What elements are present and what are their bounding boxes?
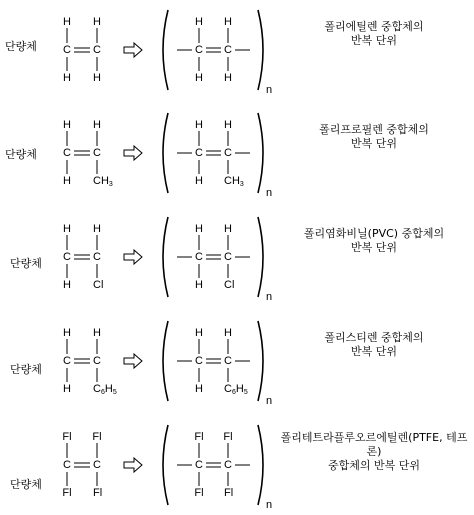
reaction-arrow-icon xyxy=(124,250,142,264)
monomer-label: 단량체 xyxy=(5,148,37,161)
polymer-carbon-right: C xyxy=(224,458,232,471)
monomer-bottom-right-atom-part-0: H xyxy=(93,71,101,84)
polymer-top-right-atom: H xyxy=(224,326,232,339)
polymer-bottom-right-atom-part-1: 3 xyxy=(239,180,244,188)
polymer-top-right-atom: H xyxy=(224,118,232,131)
left-parenthesis xyxy=(163,10,168,90)
left-parenthesis xyxy=(163,321,168,401)
monomer-top-left-atom: H xyxy=(63,15,71,28)
monomer-top-left-atom: H xyxy=(63,222,71,235)
monomer-row-1 xyxy=(0,0,474,100)
repeat-count-n: n xyxy=(266,290,273,303)
monomer-row-4 xyxy=(0,311,474,411)
polymer-bottom-right-atom-part-3: 5 xyxy=(243,388,248,396)
polymer-carbon-right: C xyxy=(224,354,232,367)
polymer-description xyxy=(276,331,472,359)
polymer-bottom-right-atom-part-0: Cl xyxy=(224,278,235,291)
reaction-arrow-icon xyxy=(124,354,142,368)
polymer-bottom-right-atom xyxy=(224,383,248,396)
polymer-carbon-left: C xyxy=(195,354,203,367)
monomer-row-2 xyxy=(0,103,474,203)
monomer-carbon-right: C xyxy=(93,43,101,56)
polymer-description xyxy=(276,123,472,151)
polymer-top-right-atom: H xyxy=(224,15,232,28)
polymer-bottom-right-atom xyxy=(224,175,244,188)
polymer-top-left-atom: H xyxy=(195,118,203,131)
polymer-carbon-left: C xyxy=(195,250,203,263)
monomer-carbon-right: C xyxy=(93,354,101,367)
polymer-description xyxy=(276,431,472,473)
monomer-top-left-atom: H xyxy=(63,118,71,131)
right-parenthesis xyxy=(258,113,263,193)
polymer-carbon-left: C xyxy=(195,43,203,56)
monomer-carbon-left: C xyxy=(63,43,71,56)
repeat-count-n: n xyxy=(266,498,273,511)
monomer-bottom-right-atom xyxy=(93,487,102,499)
monomer-bottom-left-atom: H xyxy=(63,71,71,84)
reaction-arrow-icon xyxy=(124,146,142,160)
monomer-bottom-right-atom-part-3: 5 xyxy=(112,388,117,396)
polymer-bottom-right-atom xyxy=(224,72,232,84)
monomer-carbon-left: C xyxy=(63,354,71,367)
monomer-carbon-left: C xyxy=(63,458,71,471)
polymer-bottom-right-atom-part-0: CH xyxy=(224,174,240,187)
structure-svg xyxy=(0,0,474,100)
monomer-label: 단량체 xyxy=(10,257,42,270)
monomer-carbon-left: C xyxy=(63,250,71,263)
polymer-top-left-atom: H xyxy=(195,15,203,28)
monomer-bottom-left-atom: Fl xyxy=(62,486,72,499)
monomer-top-right-atom: H xyxy=(93,15,101,28)
polymer-bottom-right-atom-part-0: H xyxy=(224,71,232,84)
monomer-label: 단량체 xyxy=(5,40,37,53)
monomer-bottom-right-atom-part-1: 6 xyxy=(100,388,105,396)
polymer-carbon-right: C xyxy=(224,43,232,56)
monomer-bottom-right-atom xyxy=(93,72,101,84)
monomer-top-right-atom: H xyxy=(93,222,101,235)
monomer-bottom-left-atom: H xyxy=(63,278,71,291)
polymer-top-left-atom: H xyxy=(195,326,203,339)
polymer-carbon-right: C xyxy=(224,250,232,263)
reaction-arrow-icon xyxy=(124,458,142,472)
polymer-bottom-right-atom xyxy=(224,279,234,291)
description-line-2: 중합체의 반복 단위 xyxy=(327,459,420,472)
structure-svg xyxy=(0,103,474,203)
monomer-top-right-atom: Fl xyxy=(92,430,102,443)
right-parenthesis xyxy=(258,217,263,297)
monomer-top-right-atom: H xyxy=(93,326,101,339)
repeat-count-n: n xyxy=(266,83,273,96)
monomer-bottom-right-atom xyxy=(93,175,113,188)
description-line-1: 폴리테트라플루오르에틸렌(PTFE, 테프론) xyxy=(280,431,468,458)
monomer-bottom-right-atom-part-0: C xyxy=(93,382,101,395)
polymer-bottom-left-atom: H xyxy=(195,382,203,395)
monomer-top-left-atom: H xyxy=(63,326,71,339)
monomer-carbon-right: C xyxy=(93,146,101,159)
description-line-1: 폴리에틸렌 중합체의 xyxy=(324,20,424,33)
polymer-bottom-right-atom-part-0: Fl xyxy=(224,486,234,499)
monomer-carbon-right: C xyxy=(93,458,101,471)
description-line-2: 반복 단위 xyxy=(350,137,397,150)
polymer-bottom-left-atom: Fl xyxy=(194,486,204,499)
monomer-row-5 xyxy=(0,415,474,515)
description-line-1: 폴리프로필렌 중합체의 xyxy=(319,123,429,136)
polymer-top-left-atom: H xyxy=(195,222,203,235)
monomer-label: 단량체 xyxy=(10,363,42,376)
left-parenthesis xyxy=(163,113,168,193)
description-line-1: 폴리스티렌 중합체의 xyxy=(324,331,424,344)
right-parenthesis xyxy=(258,425,263,505)
polymer-bottom-left-atom: H xyxy=(195,71,203,84)
reaction-arrow-icon xyxy=(124,43,142,57)
right-parenthesis xyxy=(258,10,263,90)
repeat-count-n: n xyxy=(266,394,273,407)
monomer-bottom-right-atom-part-1: 3 xyxy=(108,180,113,188)
polymer-carbon-right: C xyxy=(224,146,232,159)
monomer-bottom-right-atom-part-0: Fl xyxy=(93,486,103,499)
polymer-bottom-right-atom-part-0: C xyxy=(224,382,232,395)
monomer-bottom-left-atom: H xyxy=(63,382,71,395)
monomer-bottom-right-atom xyxy=(93,279,103,291)
description-line-2: 반복 단위 xyxy=(350,34,397,47)
left-parenthesis xyxy=(163,425,168,505)
monomer-carbon-left: C xyxy=(63,146,71,159)
monomer-bottom-right-atom-part-0: Cl xyxy=(93,278,104,291)
polymer-bottom-left-atom: H xyxy=(195,278,203,291)
monomer-row-3 xyxy=(0,207,474,307)
polymer-carbon-left: C xyxy=(195,146,203,159)
polymer-top-right-atom: H xyxy=(224,222,232,235)
polymer-bottom-right-atom-part-1: 6 xyxy=(231,388,236,396)
left-parenthesis xyxy=(163,217,168,297)
monomer-top-left-atom: Fl xyxy=(62,430,72,443)
monomer-carbon-right: C xyxy=(93,250,101,263)
right-parenthesis xyxy=(258,321,263,401)
polymer-top-right-atom: Fl xyxy=(223,430,233,443)
monomer-bottom-right-atom-part-0: CH xyxy=(93,174,109,187)
description-line-2: 반복 단위 xyxy=(350,345,397,358)
description-line-2: 반복 단위 xyxy=(350,241,397,254)
polymer-description xyxy=(276,227,472,255)
monomer-top-right-atom: H xyxy=(93,118,101,131)
polymer-carbon-left: C xyxy=(195,458,203,471)
description-line-1: 폴리염화비닐(PVC) 중합체의 xyxy=(303,227,445,240)
repeat-count-n: n xyxy=(266,186,273,199)
polymer-description xyxy=(276,20,472,48)
monomer-label: 단량체 xyxy=(10,478,42,491)
polymer-bottom-right-atom xyxy=(224,487,233,499)
structure-svg xyxy=(0,311,474,411)
monomer-bottom-left-atom: H xyxy=(63,174,71,187)
polymer-bottom-left-atom: H xyxy=(195,174,203,187)
monomer-bottom-right-atom xyxy=(93,383,117,396)
polymer-bottom-right-atom-part-2: H xyxy=(235,382,244,395)
polymer-top-left-atom: Fl xyxy=(194,430,204,443)
structure-svg xyxy=(0,207,474,307)
monomer-bottom-right-atom-part-2: H xyxy=(104,382,113,395)
